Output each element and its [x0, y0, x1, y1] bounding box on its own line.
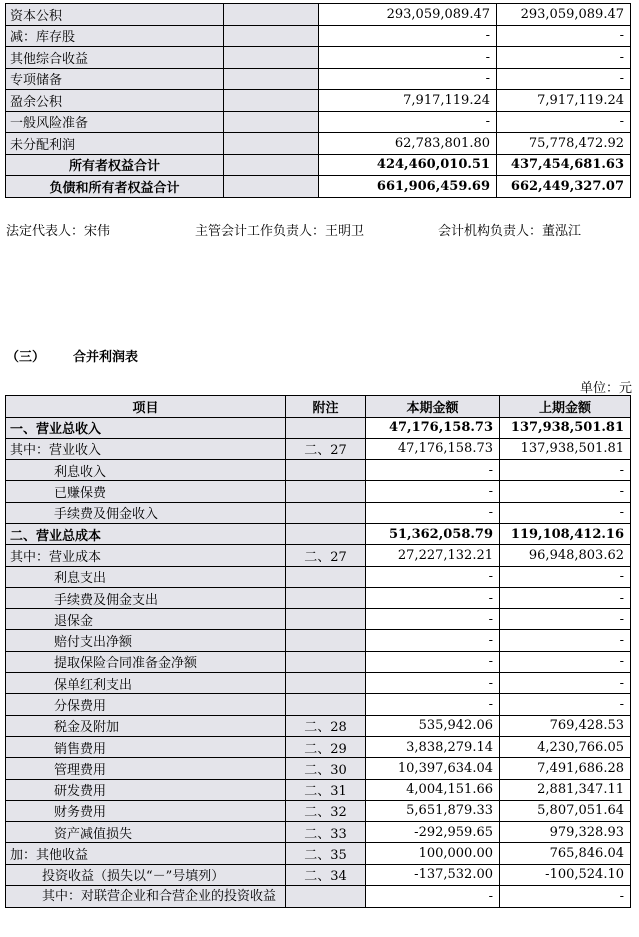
row-label: 盈余公积	[6, 90, 224, 112]
row-previous-amount: -	[500, 481, 631, 502]
row-current-amount: 27,227,132.21	[366, 545, 500, 566]
table-row	[6, 843, 631, 864]
header-row	[6, 396, 631, 418]
row-note	[286, 523, 366, 544]
row-note	[286, 886, 366, 908]
table-row	[6, 481, 631, 502]
row-current-amount: 535,942.06	[366, 715, 500, 736]
row-note: 二、28	[286, 715, 366, 736]
table-row	[6, 438, 631, 459]
row-previous-amount: -	[500, 460, 631, 481]
row-current-amount: 7,917,119.24	[319, 90, 497, 112]
table-row	[6, 133, 631, 155]
row-note: 二、31	[286, 779, 366, 800]
row-previous-amount: 119,108,412.16	[500, 523, 631, 544]
accounting-head: 主管会计工作负责人：王明卫	[195, 224, 365, 239]
row-previous-amount: 2,881,347.11	[500, 779, 631, 800]
row-current-amount: 100,000.00	[366, 843, 500, 864]
row-previous-amount: -	[500, 694, 631, 715]
row-note	[286, 460, 366, 481]
row-current-amount: -	[319, 68, 497, 90]
row-label: 减：库存股	[6, 25, 224, 47]
row-note	[286, 694, 366, 715]
row-current-amount: 47,176,158.73	[366, 417, 500, 438]
row-current-amount: -	[366, 609, 500, 630]
table-row	[6, 545, 631, 566]
row-previous-amount: 4,230,766.05	[500, 736, 631, 757]
row-current-amount: -	[366, 587, 500, 608]
row-previous-amount: 75,778,472.92	[497, 133, 631, 155]
row-label: 未分配利润	[6, 133, 224, 155]
table-row	[6, 673, 631, 694]
row-current-amount: 4,004,151.66	[366, 779, 500, 800]
row-label: 其他综合收益	[6, 47, 224, 69]
table-row	[6, 630, 631, 651]
row-note	[224, 47, 319, 69]
row-note: 二、35	[286, 843, 366, 864]
row-note: 二、32	[286, 800, 366, 821]
row-current-amount: 5,651,879.33	[366, 800, 500, 821]
legal-representative: 法定代表人：宋伟	[6, 224, 111, 239]
row-current-amount: -292,959.65	[366, 822, 500, 843]
row-previous-amount: -	[500, 609, 631, 630]
row-previous-amount: -	[500, 886, 631, 908]
table-row	[6, 90, 631, 112]
header-previous: 上期金额	[500, 396, 631, 418]
row-label: 财务费用	[6, 800, 286, 821]
row-previous-amount: -	[497, 68, 631, 90]
table-row	[6, 523, 631, 544]
row-note: 二、27	[286, 545, 366, 566]
row-previous-amount: -100,524.10	[500, 864, 631, 885]
row-current-amount: 3,838,279.14	[366, 736, 500, 757]
row-label: 其中：对联营企业和合营企业的投资收益	[6, 886, 286, 908]
row-current-amount: 47,176,158.73	[366, 438, 500, 459]
table-row	[6, 460, 631, 481]
row-current-amount: -	[366, 566, 500, 587]
table-row	[6, 4, 631, 26]
row-previous-amount: 96,948,803.62	[500, 545, 631, 566]
row-current-amount: -	[366, 651, 500, 672]
row-label: 投资收益（损失以“－”号填列）	[6, 864, 286, 885]
balance-sheet-table	[5, 3, 631, 198]
table-row	[6, 715, 631, 736]
row-label: 所有者权益合计	[6, 154, 224, 176]
row-label: 手续费及佣金支出	[6, 587, 286, 608]
row-current-amount: 10,397,634.04	[366, 758, 500, 779]
row-label: 一、营业总收入	[6, 417, 286, 438]
row-previous-amount: 7,491,686.28	[500, 758, 631, 779]
row-label: 销售费用	[6, 736, 286, 757]
table-row	[6, 694, 631, 715]
row-note	[224, 4, 319, 26]
row-current-amount: -	[319, 25, 497, 47]
row-previous-amount: 662,449,327.07	[497, 176, 631, 198]
table-row	[6, 176, 631, 198]
row-note	[224, 111, 319, 133]
row-previous-amount: -	[500, 502, 631, 523]
row-current-amount: -137,532.00	[366, 864, 500, 885]
row-note	[286, 417, 366, 438]
row-label: 一般风险准备	[6, 111, 224, 133]
row-note	[286, 609, 366, 630]
row-note	[224, 176, 319, 198]
table-row	[6, 609, 631, 630]
row-previous-amount: 137,938,501.81	[500, 438, 631, 459]
row-current-amount: -	[366, 630, 500, 651]
table-row	[6, 502, 631, 523]
row-current-amount: 661,906,459.69	[319, 176, 497, 198]
row-previous-amount: 979,328.93	[500, 822, 631, 843]
accounting-dept-head: 会计机构负责人：董泓江	[438, 224, 582, 239]
row-previous-amount: 293,059,089.47	[497, 4, 631, 26]
row-note: 二、30	[286, 758, 366, 779]
row-current-amount: -	[366, 886, 500, 908]
row-previous-amount: 437,454,681.63	[497, 154, 631, 176]
row-note	[286, 481, 366, 502]
row-previous-amount: -	[497, 25, 631, 47]
header-item: 项目	[6, 396, 286, 418]
row-note	[224, 133, 319, 155]
row-note	[286, 566, 366, 587]
row-note	[286, 673, 366, 694]
row-label: 研发费用	[6, 779, 286, 800]
table-row	[6, 417, 631, 438]
row-label: 专项储备	[6, 68, 224, 90]
table-row	[6, 651, 631, 672]
balance-sheet-body	[6, 4, 631, 198]
row-label: 利息收入	[6, 460, 286, 481]
section-number: （三）	[6, 350, 46, 365]
row-previous-amount: 7,917,119.24	[497, 90, 631, 112]
row-note	[224, 90, 319, 112]
row-note	[224, 68, 319, 90]
row-note	[224, 25, 319, 47]
row-label: 加：其他收益	[6, 843, 286, 864]
row-previous-amount: -	[500, 566, 631, 587]
table-row	[6, 154, 631, 176]
row-previous-amount: 765,846.04	[500, 843, 631, 864]
row-previous-amount: 137,938,501.81	[500, 417, 631, 438]
table-row	[6, 25, 631, 47]
row-label: 管理费用	[6, 758, 286, 779]
row-note	[224, 154, 319, 176]
table-row	[6, 822, 631, 843]
row-label: 利息支出	[6, 566, 286, 587]
row-label: 保单红利支出	[6, 673, 286, 694]
row-current-amount: -	[366, 502, 500, 523]
row-current-amount: 424,460,010.51	[319, 154, 497, 176]
row-label: 提取保险合同准备金净额	[6, 651, 286, 672]
table-row	[6, 758, 631, 779]
table-row	[6, 779, 631, 800]
row-label: 赔付支出净额	[6, 630, 286, 651]
row-note: 二、29	[286, 736, 366, 757]
row-previous-amount: -	[500, 587, 631, 608]
row-label: 资产减值损失	[6, 822, 286, 843]
row-label: 退保金	[6, 609, 286, 630]
row-previous-amount: -	[500, 651, 631, 672]
row-previous-amount: -	[497, 111, 631, 133]
row-note: 二、34	[286, 864, 366, 885]
table-row	[6, 800, 631, 821]
row-label: 其中：营业成本	[6, 545, 286, 566]
row-label: 已赚保费	[6, 481, 286, 502]
row-previous-amount: -	[500, 630, 631, 651]
row-label: 二、营业总成本	[6, 523, 286, 544]
row-current-amount: -	[366, 460, 500, 481]
table-row	[6, 886, 631, 908]
row-current-amount: -	[319, 47, 497, 69]
row-note	[286, 502, 366, 523]
row-label: 资本公积	[6, 4, 224, 26]
row-previous-amount: -	[497, 47, 631, 69]
row-current-amount: -	[366, 694, 500, 715]
row-label: 分保费用	[6, 694, 286, 715]
row-label: 手续费及佣金收入	[6, 502, 286, 523]
income-statement-table	[5, 395, 631, 908]
row-note: 二、33	[286, 822, 366, 843]
table-row	[6, 111, 631, 133]
row-current-amount: -	[319, 111, 497, 133]
row-label: 负债和所有者权益合计	[6, 176, 224, 198]
row-label: 其中：营业收入	[6, 438, 286, 459]
header-note: 附注	[286, 396, 366, 418]
table-row	[6, 68, 631, 90]
table-row	[6, 587, 631, 608]
table-row	[6, 47, 631, 69]
table-row	[6, 566, 631, 587]
section-heading	[6, 346, 138, 365]
table-row	[6, 736, 631, 757]
unit-label: 单位：元	[579, 381, 632, 396]
row-previous-amount: -	[500, 673, 631, 694]
row-label: 税金及附加	[6, 715, 286, 736]
header-current: 本期金额	[366, 396, 500, 418]
row-current-amount: 51,362,058.79	[366, 523, 500, 544]
row-note	[286, 630, 366, 651]
table-row	[6, 864, 631, 885]
row-note	[286, 651, 366, 672]
row-current-amount: -	[366, 481, 500, 502]
row-previous-amount: 5,807,051.64	[500, 800, 631, 821]
row-note	[286, 587, 366, 608]
row-current-amount: -	[366, 673, 500, 694]
section-title: 合并利润表	[73, 350, 139, 365]
row-previous-amount: 769,428.53	[500, 715, 631, 736]
row-note: 二、27	[286, 438, 366, 459]
income-statement-body	[6, 417, 631, 908]
row-current-amount: 293,059,089.47	[319, 4, 497, 26]
row-current-amount: 62,783,801.80	[319, 133, 497, 155]
